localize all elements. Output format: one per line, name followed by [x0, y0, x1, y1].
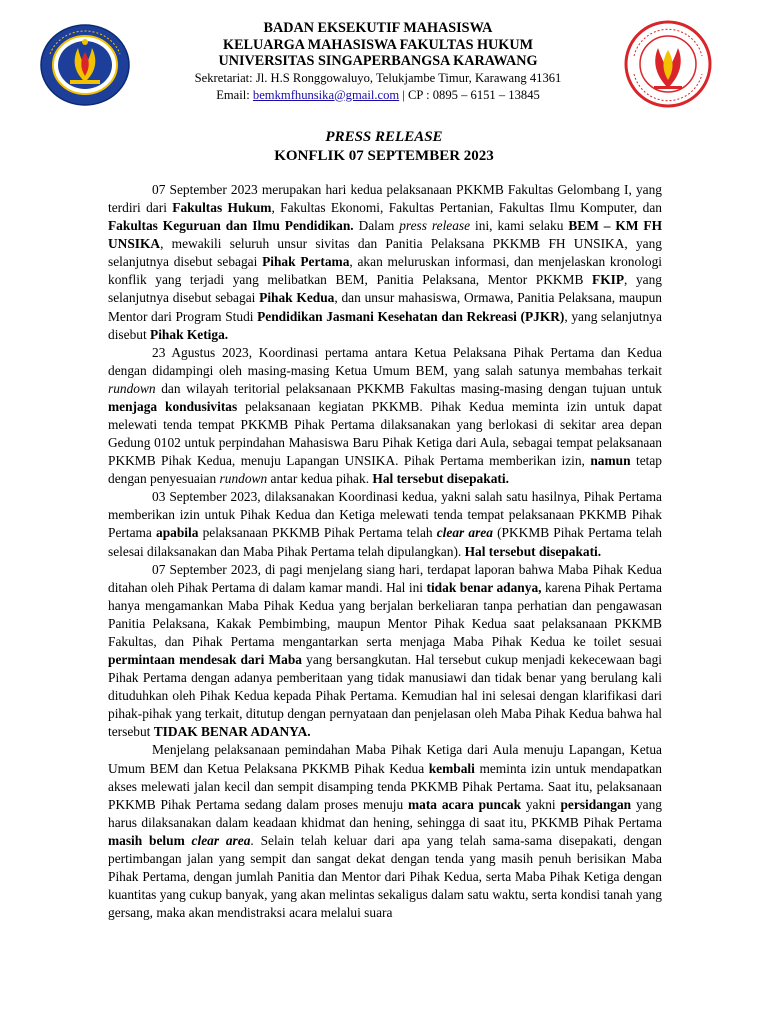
text-run-bold: namun [590, 453, 631, 469]
text-run: , dan unsur mahasiswa, Ormawa, Panitia Pelaksana, maupun Mentor dari Program Studi [108, 290, 662, 324]
text-run-bold: Hal tersebut disepakati. [372, 471, 509, 487]
text-run: , mewakili seluruh unsur sivitas dan Panitia Pelaksana PKKMB FH UNSIKA, yang selanjutnya disebut sebagai [108, 236, 662, 270]
text-run-bold: BEM – KM FH UNSIKA [108, 218, 662, 252]
text-run: tetap dengan penyesuaian [108, 453, 662, 487]
text-run-bold: Pihak Pertama [262, 254, 350, 270]
text-run-bold: persidangan [560, 796, 632, 812]
text-run-bold: kembali [428, 760, 475, 776]
text-run: Menjelang pelaksanaan pemindahan Maba Pihak Ketiga dari Aula menuju Lapangan, Ketua Umum BEM dan Ketua Pelaksana PKKMB Pihak Kedua [108, 742, 662, 776]
text-run: meminta izin untuk mendapatkan akses melewati jalan kecil dan sempit disamping tenda PKKMB Pihak Pertama. Saat itu, pelaksanaan PKKMB Pihak Pertama sedang dalam proses menuju [108, 760, 662, 812]
text-run: (PKKMB Pihak Pertama telah selesai dilaksanakan dan Maba Pihak Pertama telah dipulangkan). [108, 525, 662, 559]
title-subject: KONFLIK 07 SEPTEMBER 2023 [274, 148, 494, 164]
text-run-bold: permintaan mendesak dari Maba [108, 652, 302, 668]
text-run: antar kedua pihak. [267, 471, 373, 487]
unsika-logo [40, 24, 130, 106]
text-run-bold: Pendidikan Jasmani Kesehatan dan Rekreasi (PJKR) [257, 308, 565, 324]
university-name: UNIVERSITAS SINGAPERBANGSA KARAWANG [218, 53, 538, 69]
text-run: yang bersangkutan. Hal tersebut cukup menjadi kekecewaan bagi Pihak Pertama dengan adanya pemberitaan yang tidak manusiawi dan tidak benar yang berulang kali dituduhkan oleh Pihak Kedua kepada Pihak Pertama. Kemudian hal ini selesai dengan klarifikasi dari pihak-pihak yang terkait, ditutup dengan pernyataan dan penjelasan oleh Maba Pihak Kedua bahwa hal tersebut [108, 652, 662, 740]
text-run-bold: mata acara puncak [408, 796, 522, 812]
press-release-body [108, 181, 662, 922]
text-run-bold: tidak benar adanya, [426, 579, 542, 595]
text-run-bold: Hal tersebut disepakati. [464, 543, 602, 559]
text-run: 07 September 2023, di pagi menjelang siang hari, terdapat laporan bahwa Maba Pihak Kedua ditahan oleh Pihak Pertama di dalam kamar mandi. Hal ini [108, 561, 662, 595]
text-run: , yang selanjutnya disebut [108, 308, 662, 342]
paragraph-5 [108, 741, 662, 922]
org-name: BADAN EKSEKUTIF MAHASISWA [263, 20, 493, 36]
text-run: . Selain telah keluar dari apa yang telah sama-sama disepakati, dengan pertimbangan jalan yang sempit dan sangat dekat dengan tenda yang masih penuh berisikan Maba Pihak Pertama, dengan jumlah Panitia dan Mentor dari Pihak Kedua, serta Maba Pihak Ketiga dengan kuantitas yang cukup banyak, yang akan melintas sekaligus dalam satu waktu, serta kondisi tanah yang gersang, maka akan mendistraksi acara melalui suara [108, 832, 662, 921]
text-run: Dalam [353, 218, 400, 234]
org-faculty: KELUARGA MAHASISWA FAKULTAS HUKUM [223, 36, 533, 53]
contact-line [140, 87, 616, 104]
paragraph-1 [108, 181, 662, 344]
title-label: PRESS RELEASE [325, 129, 443, 145]
text-run-bold: Pihak Ketiga. [150, 326, 229, 342]
text-run-bold: menjaga kondusivitas [108, 398, 238, 414]
email-link[interactable]: bemkmfhunsika@gmail.com [252, 87, 400, 102]
text-run: karena Pihak Pertama hanya mengamankan Maba Pihak Kedua yang berjalan berkeliaran tanpa perhatian dan pengawasan Panitia Pelaksana, Kakak Pembimbing, maupun Mentor Pihak Kedua saat pelaksanaan PKKMB Fakultas, dan Pihak Pertama mengantarkan serta menjaga Maba Pihak Kedua ke toilet sesuai [108, 579, 662, 649]
text-run: , akan meluruskan informasi, dan menjelaskan kronologi konflik yang terjadi yang melibatkan BEM, Panitia Pelaksana, Mentor PKKMB [108, 254, 662, 288]
text-run: pelaksanaan PKKMB Pihak Pertama telah [198, 525, 437, 541]
text-run-italic: rundown [108, 380, 156, 396]
email-label: Email: [216, 87, 253, 102]
text-run: ini, kami selaku [470, 218, 569, 234]
text-run: , Fakultas Ekonomi, Fakultas Pertanian, Fakultas Ilmu Komputer, dan [271, 200, 662, 216]
text-run: 07 September 2023 merupakan hari kedua pelaksanaan PKKMB Fakultas Gelombang I, yang terdiri dari [108, 182, 662, 216]
text-run: dan wilayah teritorial pelaksanaan PKKMB Fakultas masing-masing dengan tujuan untuk [155, 380, 662, 396]
text-run-bold: TIDAK BENAR ADANYA. [153, 724, 311, 740]
address: Sekretariat: Jl. H.S Ronggowaluyo, Telukjambe Timur, Karawang 41361 [194, 70, 562, 85]
text-run: 23 Agustus 2023, Koordinasi pertama antara Ketua Pelaksana Pihak Pertama dan Kedua dengan didampingi oleh masing-masing Ketua Umum BEM, yang salah satunya membahas terkait [108, 344, 662, 378]
text-run-bold-italic: clear area [436, 525, 493, 541]
cp-number: | CP : 0895 – 6151 – 13845 [399, 87, 540, 102]
text-run-italic: press release [399, 218, 471, 234]
text-run-bold: Fakultas Keguruan dan Ilmu Pendidikan. [108, 218, 354, 234]
letterhead [40, 18, 730, 110]
text-run-bold: apabila [156, 525, 199, 541]
text-run: , yang selanjutnya disebut sebagai [108, 272, 663, 306]
press-release-title [0, 128, 768, 166]
text-run: yang harus dilaksanakan dalam keadaan khidmat dan hening, sehingga di saat itu, PKKMB Pihak Pertama [108, 796, 662, 830]
text-run: yakni [521, 796, 561, 812]
text-run: 03 September 2023, dilaksanakan Koordinasi kedua, yakni salah satu hasilnya, Pihak Pertama memberikan izin untuk Pihak Kedua dan Ketiga melewati tenda tempat pelaksanaan PKKMB Pihak Pertama [108, 489, 662, 541]
text-run: pelaksanaan kegiatan PKKMB. Pihak Kedua meminta izin untuk dapat melewati tenda tempat PKKMB Pihak Pertama dilaksanakan yang berlokasi di sekitar area depan Gedung 0102 untuk perpindahan Mahasiswa Baru Pihak Ketiga dari Aula, sebagai tempat pelaksanaan PKKMB Pihak Kedua, menuju Lapangan UNSIKA. Pihak Pertama memberikan izin, [108, 398, 662, 469]
paragraph-2 [108, 344, 662, 489]
text-run-bold: Fakultas Hukum [172, 200, 272, 216]
bem-km-fh-logo [622, 20, 714, 108]
text-run-italic: rundown [219, 471, 268, 487]
paragraph-4 [108, 561, 662, 742]
text-run-bold-italic: clear area [191, 832, 251, 848]
text-run-bold: masih belum [108, 832, 192, 848]
text-run-bold: FKIP [592, 272, 625, 288]
paragraph-3 [108, 488, 662, 560]
text-run-bold: Pihak Kedua [259, 290, 335, 306]
